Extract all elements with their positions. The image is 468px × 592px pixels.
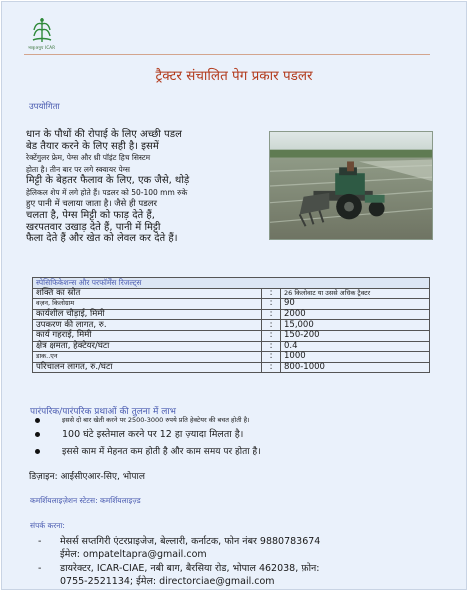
- bullet-icon: [35, 432, 40, 437]
- contact-line: मेसर्स सप्तगिरी एंटरप्राइजेज, बेल्लारी, कर्नाटक, फोन नंबर 9880783674: [60, 536, 321, 547]
- contact-text: [60, 563, 320, 588]
- contact-text: [60, 536, 320, 561]
- list-item: [35, 427, 243, 440]
- table-row: [33, 288, 430, 299]
- table-row: [33, 362, 430, 373]
- contact-email: 0755-2521134; ईमेल: directorciae@gmail.com: [60, 575, 275, 587]
- spec-param: कार्य गहराई, मिमी: [33, 330, 262, 341]
- spec-value: 15,000: [281, 320, 430, 331]
- spec-param: डाक..एन: [33, 352, 262, 363]
- spec-param: क्षेत्र क्षमता, हेक्टेयर/घंटा: [33, 341, 262, 352]
- spec-value: 2000: [281, 309, 430, 320]
- spec-param: वज़न, किलोग्राम: [33, 299, 262, 310]
- bullet-icon: [35, 418, 40, 423]
- spec-sep: :: [262, 299, 281, 310]
- intro-line: हुए पानी में चलाया जाता है। जैसे ही पडलर: [26, 198, 158, 209]
- header-divider: [24, 54, 430, 55]
- commercialization-status: कमर्शियलाइज़ेशन स्टेटस: कमर्शियलाइज़्ड: [30, 496, 141, 505]
- intro-line: होता है। तीन बार पर लगे स्क्वायर पेग्स: [26, 164, 130, 174]
- spec-value: 26 किलोवाट या उससे अधिक ट्रैक्टर: [281, 288, 430, 299]
- contact-email: ईमेल: ompateltapra@gmail.com: [60, 548, 207, 560]
- intro-text: [26, 129, 251, 245]
- intro-line: धान के पौधों की रोपाई के लिए अच्छी पडल: [26, 129, 182, 140]
- spec-sep: :: [262, 362, 281, 373]
- spec-sep: :: [262, 309, 281, 320]
- spec-sep: :: [262, 352, 281, 363]
- spec-value: 1000: [281, 352, 430, 363]
- spec-param: उपकरण की लागत, रु.: [33, 320, 262, 331]
- table-row: [33, 330, 430, 341]
- spec-param: परिचालन लागत, रु./घंटा: [33, 362, 262, 373]
- intro-line: रेक्टेंगुलर फ्रेम, पेग्स और थ्री पॉइंट हिच सिस्टम: [26, 153, 151, 163]
- list-item: [35, 415, 250, 424]
- table-row: [33, 341, 430, 352]
- specs-heading: स्पेसिफिकेशन्स और परफॉर्मेंस रिजल्ट्स: [33, 278, 430, 289]
- table-row: [33, 299, 430, 310]
- utility-label: उपयोगिता: [29, 102, 60, 112]
- spec-param: कार्यशील चौड़ाई, मिमी: [33, 309, 262, 320]
- table-row: [33, 320, 430, 331]
- intro-line: फैला देते हैं और खेत को लेवल कर देते हैं।: [26, 233, 178, 245]
- intro-line: चलता है, पेग्स मिट्टी को फाड़ देते हैं,: [26, 210, 155, 222]
- benefit-text: 100 घंटे इस्तेमाल करने पर 12 हा ज़्यादा मिलता है।: [62, 429, 244, 440]
- logo-caption: भाकृअनुप ICAR: [28, 45, 56, 50]
- intro-line: खरपतवार उखाड़ देते हैं, पानी में मिट्टी: [26, 221, 161, 233]
- intro-line: मिट्टी के बेहतर फैलाव के लिए, एक जैसे, थोड़े: [26, 175, 190, 187]
- spec-sep: :: [262, 320, 281, 331]
- benefit-text: इससे दो बार खेती करने पर 2500-3000 रुपये प्रति हेक्टेयर की बचत होती है।: [62, 416, 250, 424]
- benefits-heading: पारंपरिक/पारंपरिक प्रथाओं की तुलना में लाभ: [30, 407, 177, 417]
- page: [1, 1, 467, 590]
- spec-sep: :: [262, 288, 281, 299]
- benefits-section: [30, 404, 261, 457]
- contact-dash: -: [38, 563, 42, 574]
- design-credit: डिज़ाइन: आईसीएआर-सिए, भोपाल: [29, 472, 145, 482]
- spec-value: 150-200: [281, 330, 430, 341]
- contact-dash: -: [38, 536, 42, 547]
- icar-logo-icon: [30, 16, 54, 46]
- intro-line: हेलिकल शेप में लगे होते हैं। पडलर को 50-100 mm रुके: [26, 187, 188, 197]
- specs-heading-row: [33, 278, 430, 289]
- bullet-icon: [35, 449, 40, 454]
- spec-value: 0.4: [281, 341, 430, 352]
- spec-value: 800-1000: [281, 362, 430, 373]
- tractor-puddler-photo: [269, 131, 433, 240]
- spec-sep: :: [262, 330, 281, 341]
- specs-table: [32, 277, 430, 373]
- benefit-text: इससे काम में मेहनत कम होती है और काम समय पर होता है।: [62, 447, 261, 457]
- spec-sep: :: [262, 341, 281, 352]
- list-item: [35, 444, 261, 457]
- spec-value: 90: [281, 299, 430, 310]
- contact-heading: संपर्क करना:: [30, 521, 65, 530]
- table-row: [33, 309, 430, 320]
- table-row: [33, 352, 430, 363]
- spec-param: शक्ति का स्रोत: [33, 288, 262, 299]
- page-title: ट्रैक्टर संचालित पेग प्रकार पडलर: [155, 68, 313, 84]
- contact-line: डायरेक्टर, ICAR-CIAE, नबी बाग, बैरसिया रोड, भोपाल 462038, फ़ोन:: [60, 563, 320, 574]
- intro-line: बेड तैयार करने के लिए सही है। इसमें: [26, 140, 159, 152]
